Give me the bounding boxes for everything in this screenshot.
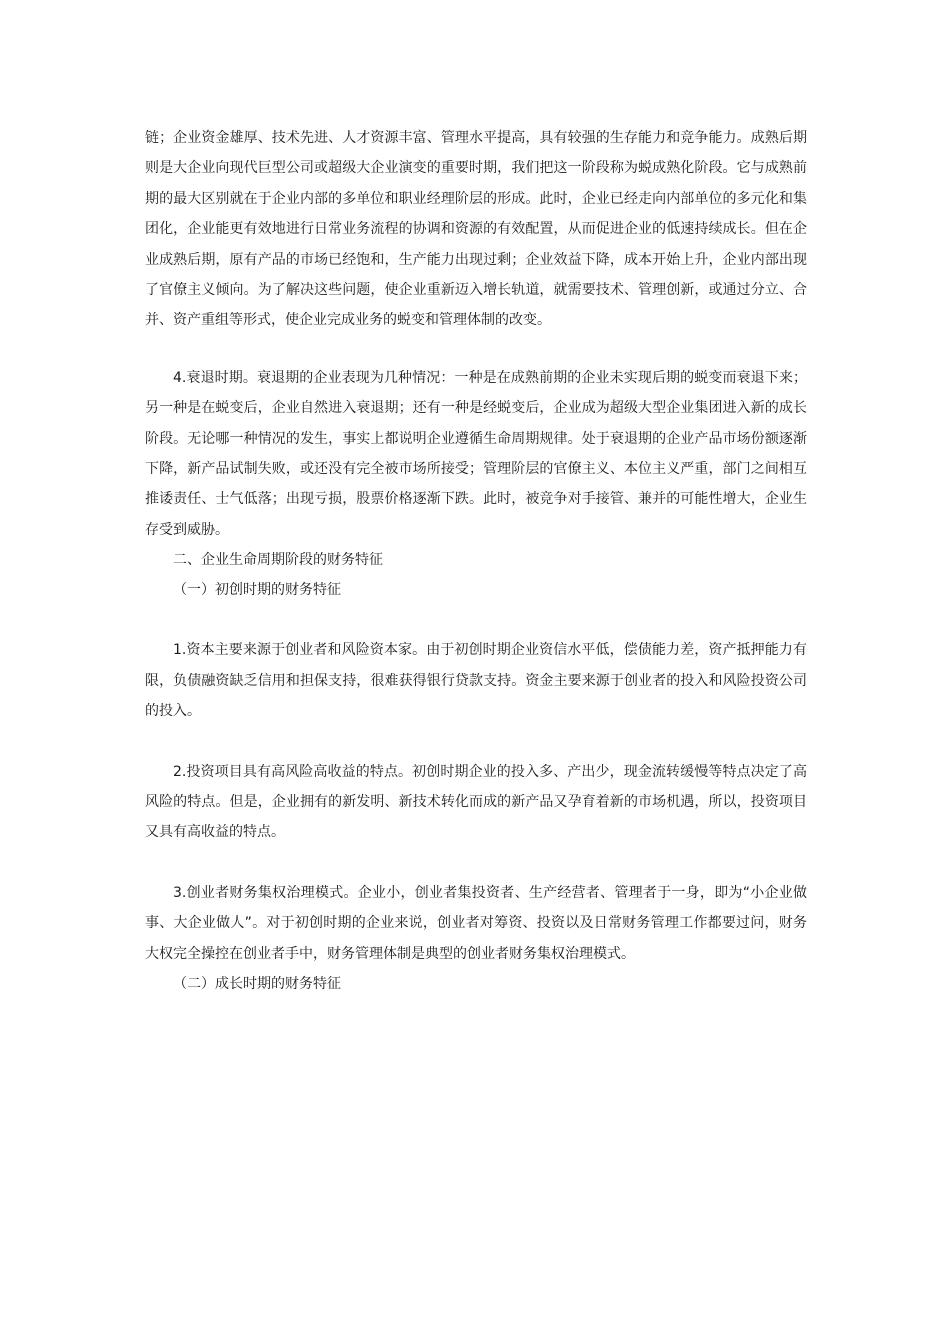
- paragraph-decline-stage: 4.衰退时期。衰退期的企业表现为几种情况：一种是在成熟前期的企业未实现后期的蜕变而衰退下来；另一种是在蜕变后，企业自然进入衰退期；还有一种是经蜕变后，企业成为超级大型企业集团进入新的成长阶段。无论哪一种情况的发生，事实上都说明企业遵循生命周期规律。处于衰退期的企业产品市场份额逐渐下降，新产品试制失败，或还没有完全被市场所接受；管理阶层的官僚主义、本位主义严重，部门之间相互推诿责任、士气低落；出现亏损，股票价格逐渐下跌。此时，被竞争对手接管、兼并的可能性增大，企业生存受到威胁。: [145, 369, 807, 538]
- list-item-capital-source: 1.资本主要来源于创业者和风险资本家。由于初创时期企业资信水平低，偿债能力差，资产抵押能力有限，负债融资缺乏信用和担保支持，很难获得银行贷款支持。资金主要来源于创业者的投入和风险投资公司的投入。: [145, 642, 807, 720]
- paragraph-maturity-continued: 链；企业资金雄厚、技术先进、人才资源丰富、管理水平提高，具有较强的生存能力和竞争能力。成熟后期则是大企业向现代巨型公司或超级大企业演变的重要时期，我们把这一阶段称为蜕成熟化阶段。它与成熟前期的最大区别就在于企业内部的多单位和职业经理阶层的形成。此时，企业已经走向内部单位的多元化和集团化，企业能更有效地进行日常业务流程的协调和资源的有效配置，从而促进企业的低速持续成长。但在企业成熟后期，原有产品的市场已经饱和，生产能力出现过剩；企业效益下降，成本开始上升，企业内部出现了官僚主义倾向。为了解决这些问题，使企业重新迈入增长轨道，就需要技术、管理创新，或通过分立、合并、资产重组等形式，使企业完成业务的蜕变和管理体制的改变。: [145, 130, 807, 329]
- list-item-governance-mode: 3.创业者财务集权治理模式。企业小，创业者集投资者、生产经营者、管理者于一身，即为“小企业做事、大企业做人”。对于初创时期的企业来说，创业者对筹资、投资以及日常财务管理工作都要过问，财务大权完全操控在创业者手中，财务管理体制是典型的创业者财务集权治理模式。: [145, 884, 807, 962]
- list-item-investment-risk: 2.投资项目具有高风险高收益的特点。初创时期企业的投入多、产出少，现金流转缓慢等特点决定了高风险的特点。但是，企业拥有的新发明、新技术转化而成的新产品又孕育着新的市场机遇，所以，投资项目又具有高收益的特点。: [145, 763, 807, 841]
- document-body: [145, 123, 807, 999]
- section-heading: 二、企业生命周期阶段的财务特征: [173, 552, 383, 569]
- subsection-heading-growth: （二）成长时期的财务特征: [173, 975, 341, 992]
- subsection-heading-startup: （一）初创时期的财务特征: [173, 582, 341, 599]
